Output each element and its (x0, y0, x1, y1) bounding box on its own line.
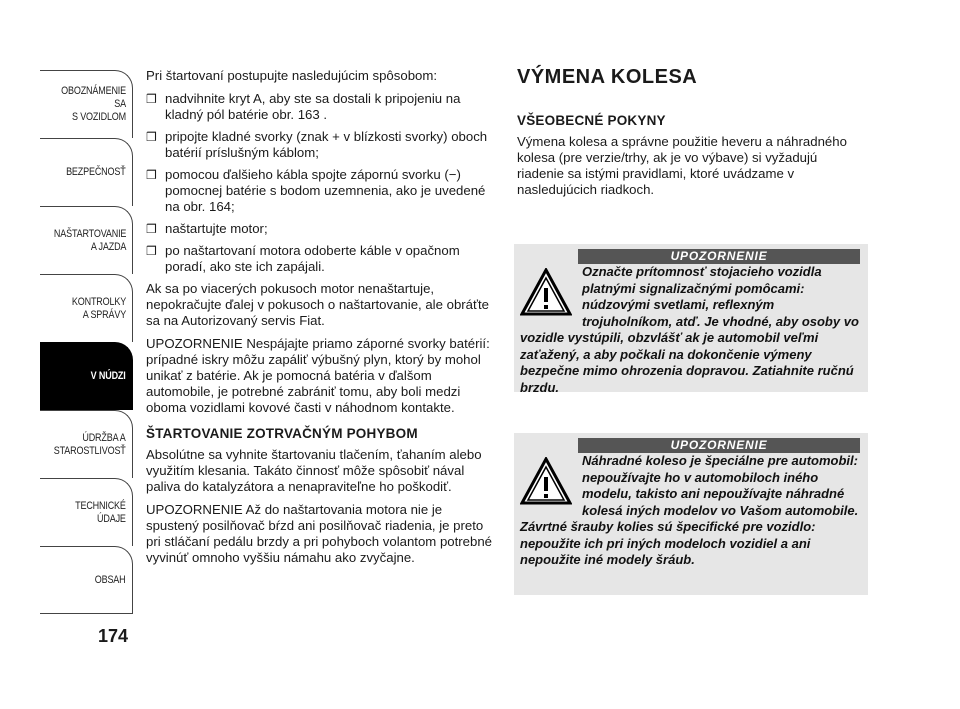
paragraph: Absolútne sa vyhnite štartovaniu tlačením, ťahaním alebo využitím klesania. Takáto činnosť môže spôsobiť nával paliva do katalyzátora a nenapraviteľne ho poškodiť. (146, 447, 482, 494)
right-column (517, 66, 865, 198)
paragraph: UPOZORNENIE Až do naštartovania motora nie je spustený posilňovač bŕzd ani posilňovač riadenia, je preto pri stláčaní pedálu brzdy a pri pohyboch volantom potrebné vyvinúť omnoho vyššiu námahu ako zvyčajne. (146, 502, 493, 565)
left-column (146, 68, 498, 573)
warning-body (520, 453, 860, 569)
tab-technicke[interactable] (40, 478, 133, 546)
tab-label: NAŠTARTOVANIE A JAZDA (53, 227, 126, 253)
intro-text: Pri štartovaní postupujte nasledujúcim spôsobom: (146, 68, 438, 83)
page-number: 174 (98, 626, 129, 646)
tab-label: OBOZNÁMENIE SA S VOZIDLOM (61, 85, 126, 123)
warning-box (514, 244, 868, 395)
tab-label: OBSAH (95, 573, 126, 586)
paragraph: Ak sa po viacerých pokusoch motor nenaštartuje, nepokračujte ďalej v pokusoch o naštartovanie, ale obráťte sa na Autorizovaný servis Fiat. (146, 281, 489, 328)
checkbox-bullet-icon: ❒ (146, 222, 157, 236)
warning-label: UPOZORNENIE (578, 249, 860, 264)
warning-body (520, 264, 860, 396)
section-subtitle: VŠEOBECNÉ POKYNY (517, 113, 666, 128)
warning-triangle-icon (520, 457, 572, 505)
list-item (146, 129, 498, 161)
list-item (146, 243, 498, 275)
list-item-text: nadvihnite kryt A, aby ste sa dostali k pripojeniu na kladný pól batérie obr. 163 . (165, 91, 461, 122)
paragraph: Výmena kolesa a správne použitie heveru a náhradného kolesa (pre verzie/trhy, ak je vo výbave) si vyžadujú riadenie sa istými pravidlami, ktoré uvádzame v nasledujúcich riadkoch. (517, 134, 847, 197)
checkbox-bullet-icon: ❒ (146, 244, 157, 258)
warning-text: Náhradné koleso je špeciálne pre automobil: nepoužívajte ho v automobiloch iného modelu, takisto ani nepoužívajte náhradné kolesá iných modelov vo Vašom automobile. Závrtné šrauby kolies sú špecifické pre vozidlo: nepoužite ich pri iných modeloch vozidiel a ani nepoužite iné modely šráub. (520, 453, 859, 567)
tab-obsah[interactable] (40, 546, 133, 614)
tab-label: ÚDRŽBA A STAROSTLIVOSŤ (54, 431, 126, 457)
tab-bezpecnost[interactable] (40, 138, 133, 206)
warning-triangle-icon (520, 268, 572, 316)
tab-label: V NÚDZI (91, 370, 126, 382)
list-item-text: naštartujte motor; (165, 221, 268, 236)
list-item (146, 221, 498, 237)
tab-oboznamenie[interactable] (40, 70, 133, 138)
list-item (146, 91, 498, 123)
tab-label: KONTROLKY A SPRÁVY (71, 295, 126, 321)
warning-box (514, 433, 868, 595)
tab-kontrolky[interactable] (40, 274, 133, 342)
warning-label: UPOZORNENIE (578, 438, 860, 453)
tab-v-nudzi[interactable] (40, 342, 133, 410)
list-item-text: pomocou ďalšieho kábla spojte zápornú svorku (−) pomocnej batérie s bodom uzemnenia, ako je uvedené na obr. 164; (165, 167, 486, 214)
list-item-text: pripojte kladné svorky (znak + v blízkosti svorky) oboch batérií príslušným káblom; (165, 129, 488, 160)
tab-nastartovanie[interactable] (40, 206, 133, 274)
checkbox-bullet-icon: ❒ (146, 168, 157, 182)
tab-udrzba[interactable] (40, 410, 133, 478)
list-item (146, 167, 498, 215)
list-item-text: po naštartovaní motora odoberte káble v opačnom poradí, ako ste ich zapájali. (165, 243, 460, 274)
page-title: VÝMENA KOLESA (517, 66, 698, 88)
section-heading: ŠTARTOVANIE ZOTRVAČNÝM POHYBOM (146, 426, 418, 441)
tab-label: TECHNICKÉ ÚDAJE (75, 499, 126, 525)
checkbox-bullet-icon: ❒ (146, 92, 157, 106)
tab-label: BEZPEČNOSŤ (66, 166, 126, 178)
checkbox-bullet-icon: ❒ (146, 130, 157, 144)
warning-text: Označte prítomnosť stojacieho vozidla platnými signalizačnými pomôcami: núdzovými svetlami, reflexným trojuholníkom, atď. Je vhodné, aby osoby vo vozidle vystúpili, obzvlášť ak je automobil veľmi zaťažený, a aby počkali na dokončenie výmeny bezpečne mimo ohrozenia dopravou. Zatiahnite ručnú brzdu. (520, 264, 859, 395)
paragraph: UPOZORNENIE Nespájajte priamo záporné svorky batérií: prípadné iskry môžu zapáliť výbušný plyn, ktorý by mohol unikať z batérie. Ak je pomocná batéria v ďalšom automobile, je potrebné zabrániť tomu, aby boli medzi oboma vozidlami kovové časti v náhodnom kontakte. (146, 336, 490, 415)
